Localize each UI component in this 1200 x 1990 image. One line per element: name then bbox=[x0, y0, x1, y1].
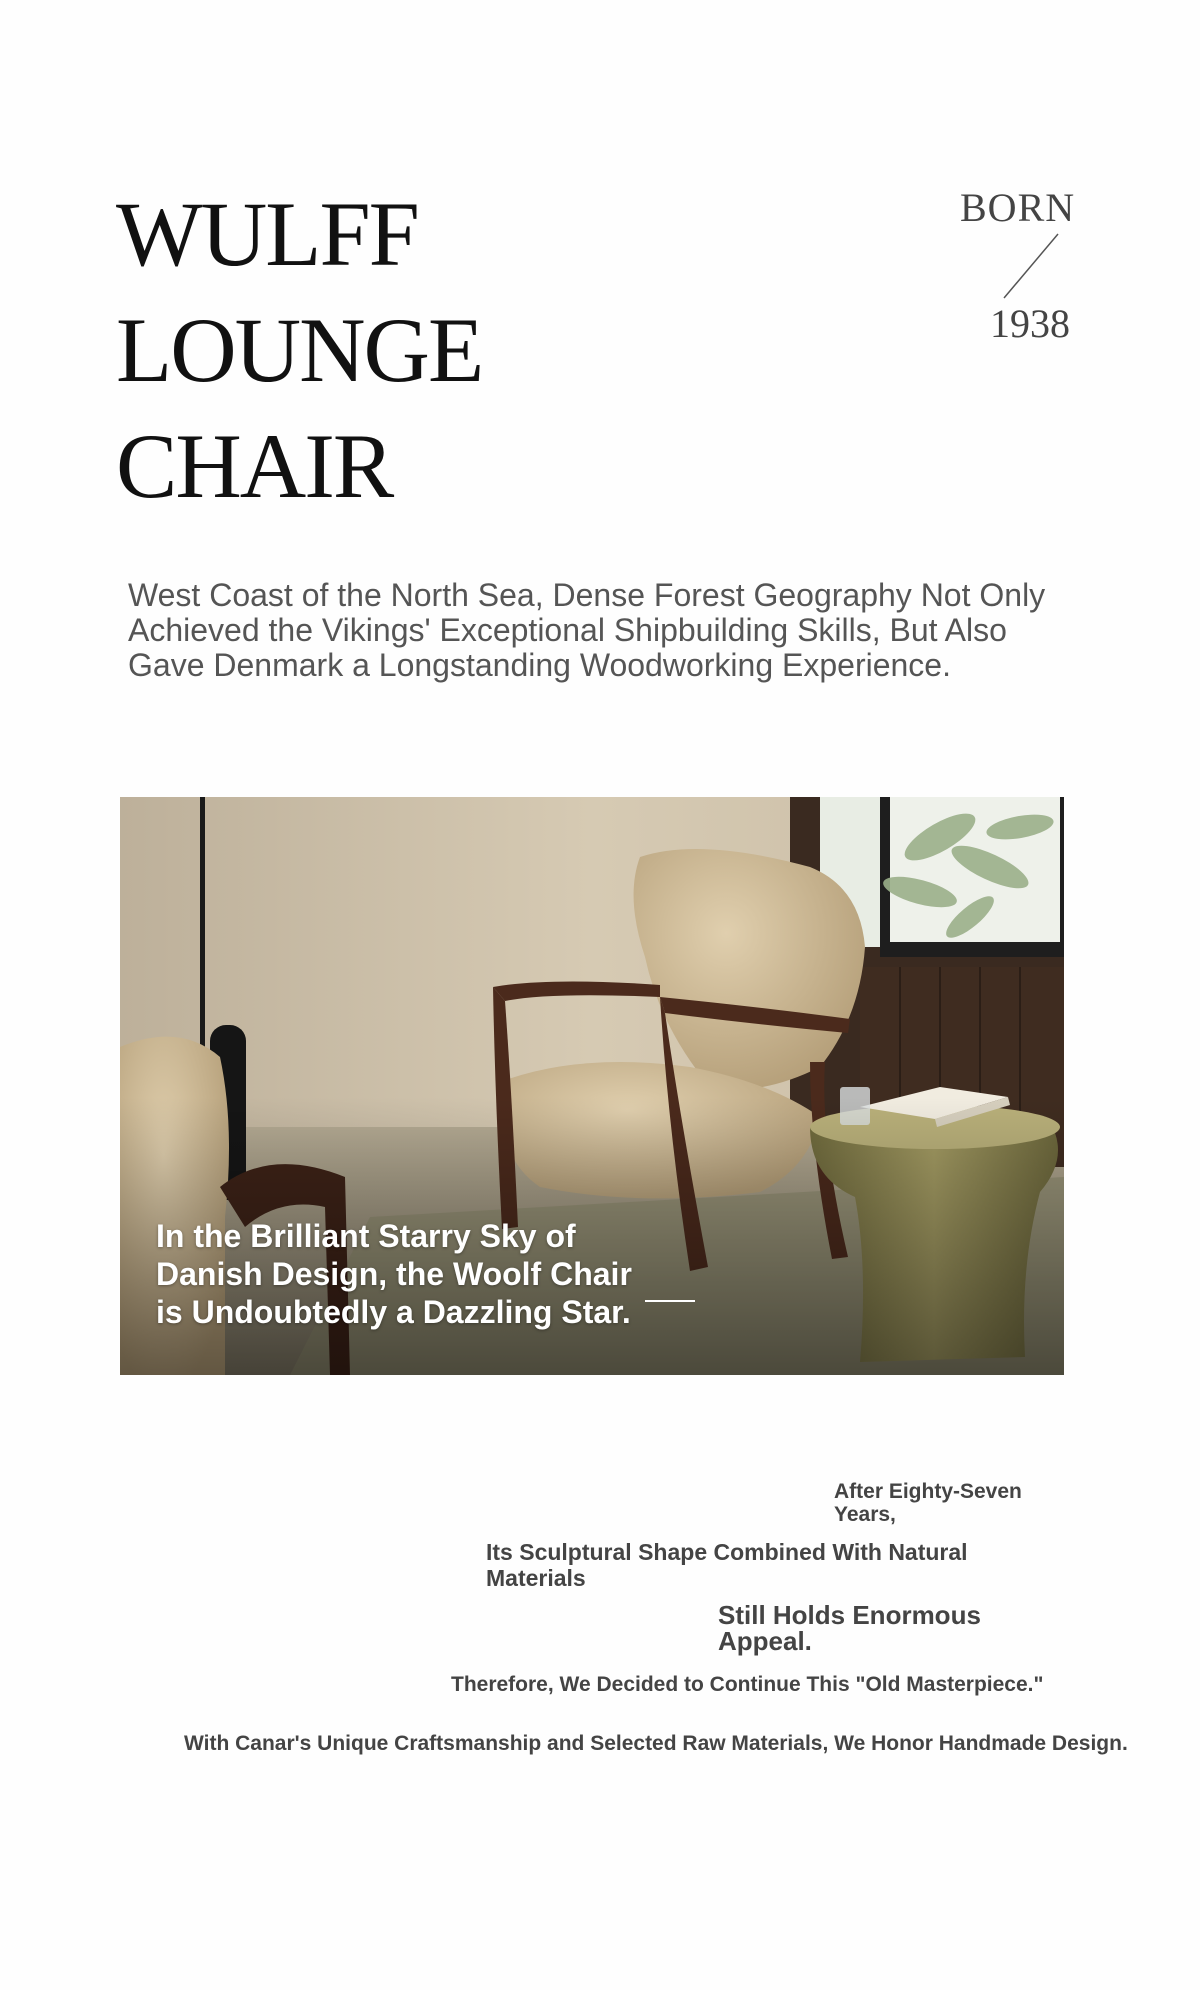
caption-underline bbox=[645, 1300, 695, 1302]
hero-photo bbox=[120, 797, 1064, 1375]
caption-line-3: is Undoubtedly a Dazzling Star. bbox=[156, 1294, 631, 1330]
statement-appeal: Still Holds Enormous Appeal. bbox=[718, 1600, 981, 1656]
intro-paragraph: West Coast of the North Sea, Dense Forest Geography Not Only Achieved the Vikings' Exceptional Shipbuilding Skills, But Also Gave Denmark a Longstanding Woodworking Experience. bbox=[128, 577, 1046, 683]
title-line-2: LOUNGE bbox=[116, 299, 483, 401]
slash-divider bbox=[1000, 232, 1060, 302]
caption-line-1: In the Brilliant Starry Sky of bbox=[156, 1218, 576, 1254]
statement-years: After Eighty-Seven Years, bbox=[834, 1480, 1022, 1526]
born-label: BORN bbox=[960, 185, 1076, 230]
hero-caption bbox=[156, 1217, 676, 1331]
statement-shape: Its Sculptural Shape Combined With Natural Materials bbox=[486, 1539, 968, 1591]
caption-line-2: Danish Design, the Woolf Chair bbox=[156, 1256, 632, 1292]
page-title bbox=[116, 176, 482, 524]
born-year: 1938 bbox=[990, 301, 1070, 346]
title-line-1: WULFF bbox=[116, 183, 418, 285]
statement-craftsmanship: With Canar's Unique Craftsmanship and Selected Raw Materials, We Honor Handmade Design. bbox=[184, 1732, 1128, 1755]
statement-continue: Therefore, We Decided to Continue This "Old Masterpiece." bbox=[451, 1673, 1044, 1696]
title-line-3: CHAIR bbox=[116, 415, 393, 517]
